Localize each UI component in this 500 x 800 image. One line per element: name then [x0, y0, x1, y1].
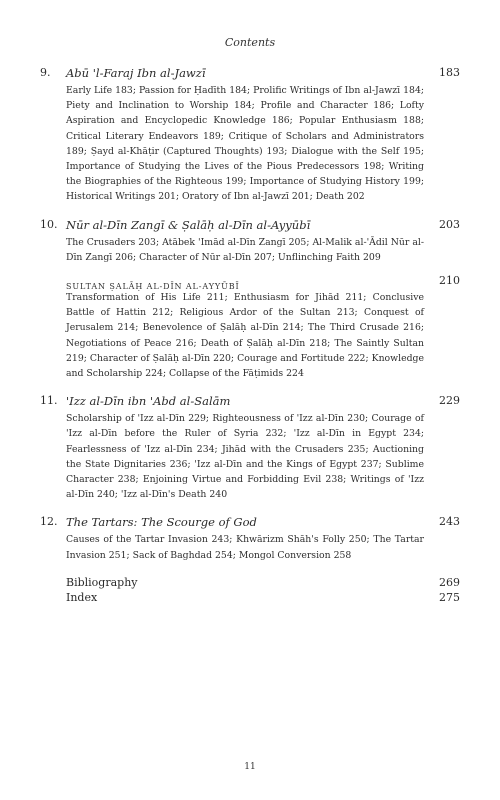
index-label: Index	[66, 590, 98, 604]
chapter-number: 11.	[40, 394, 58, 408]
chapter-title: Nūr al-Dīn Zangī & Ṣalāḥ al-Dīn al-Ayyūbī	[66, 217, 311, 232]
chapter-heading	[40, 218, 460, 235]
subsection-title: SULTAN ṢALĀḤ AL-DĪN AL-AYYŪBĪ	[66, 282, 240, 292]
bibliography-page-number: 269	[439, 575, 460, 589]
chapter-entries: Early Life 183; Passion for Ḥadīth 184; Prolific Writings of Ibn al-Jawzī 184; Piety and Inclination to Worship 184; Profile and Character 186; Lofty Aspiration and Encyclopedic Knowledge 186; Popular Enthusiasm 188; Critical Literary Endeavors 189; Critique of Scholars and Administrators 189; Ṣayd al-Khāṭir (Captured Thoughts) 193; Dialogue with the Self 195; Importance of Studying the Lives of the Pious Predecessors 198; Writing the Biographies of the Righteous 199; Importance of Studying History 199; Historical Writings 201; Oratory of Ibn al-Jawzī 201; Death 202	[66, 85, 424, 203]
chapter-11	[40, 394, 460, 502]
chapter-heading	[40, 515, 460, 532]
chapter-subsection	[66, 274, 460, 381]
back-matter-entry	[40, 591, 460, 606]
chapter-heading	[40, 394, 460, 411]
chapter-title: 'Izz al-Dīn ibn 'Abd al-Salām	[66, 394, 231, 409]
chapter-12	[40, 515, 460, 562]
back-matter-entry	[40, 576, 460, 591]
subsection-entries: Transformation of His Life 211; Enthusiasm for Jihād 211; Conclusive Battle of Hattin 212; Religious Ardor of the Sultan 213; Conquest of Jerusalem 214; Benevolence of Ṣalāḥ al-Dīn 214; The Third Crusade 216; Negotiations of Peace 216; Death of Ṣalāḥ al-Dīn 218; The Saintly Sultan 219; Character of Ṣalāḥ al-Dīn 220; Courage and Fortitude 222; Knowledge and Scholarship 224; Collapse of the Fāṭimids 224	[66, 292, 424, 380]
chapter-heading	[40, 66, 460, 83]
chapter-entries: Causes of the Tartar Invasion 243; Khwārizm Shāh's Folly 250; The Tartar Invasion 251; Sack of Baghdad 254; Mongol Conversion 258	[66, 534, 424, 561]
chapter-page-number: 203	[439, 217, 460, 231]
subsection-page-number: 210	[439, 274, 460, 288]
chapter-page-number: 229	[439, 394, 460, 408]
page-number: 11	[244, 762, 256, 772]
chapter-number: 9.	[40, 66, 51, 79]
bibliography-label: Bibliography	[66, 575, 138, 589]
chapter-9	[40, 66, 460, 205]
chapter-10	[40, 218, 460, 382]
chapter-entries: Scholarship of 'Izz al-Dīn 229; Righteousness of 'Izz al-Dīn 230; Courage of 'Izz al-Dīn before the Ruler of Syria 232; 'Izz al-Dīn in Egypt 234; Fearlessness of 'Izz al-Dīn 234; Jihād with the Crusaders 235; Auctioning the State Dignitaries 236; 'Izz al-Dīn and the Kings of Egypt 237; Sublime Character 238; Enjoining Virtue and Forbidding Evil 238; Writings of 'Izz al-Dīn 240; 'Izz al-Dīn's Death 240	[66, 413, 424, 501]
running-head: Contents	[224, 36, 276, 49]
index-page-number: 275	[439, 590, 460, 604]
chapter-page-number: 243	[439, 515, 460, 529]
back-matter	[40, 576, 460, 606]
chapter-number: 12.	[40, 515, 58, 529]
chapter-title: Abū 'l-Faraj Ibn al-Jawzī	[66, 66, 206, 80]
chapter-entries: The Crusaders 203; Atābek 'Imād al-Dīn Zangī 205; Al-Malik al-'Ādil Nūr al-Dīn Zangī 206; Character of Nūr al-Dīn 207; Unflinching Faith 209	[66, 236, 424, 263]
chapter-title: The Tartars: The Scourge of God	[66, 515, 257, 530]
chapter-page-number: 183	[439, 66, 460, 79]
table-of-contents	[40, 66, 460, 606]
subsection-heading	[66, 274, 460, 290]
chapter-number: 10.	[40, 217, 58, 231]
